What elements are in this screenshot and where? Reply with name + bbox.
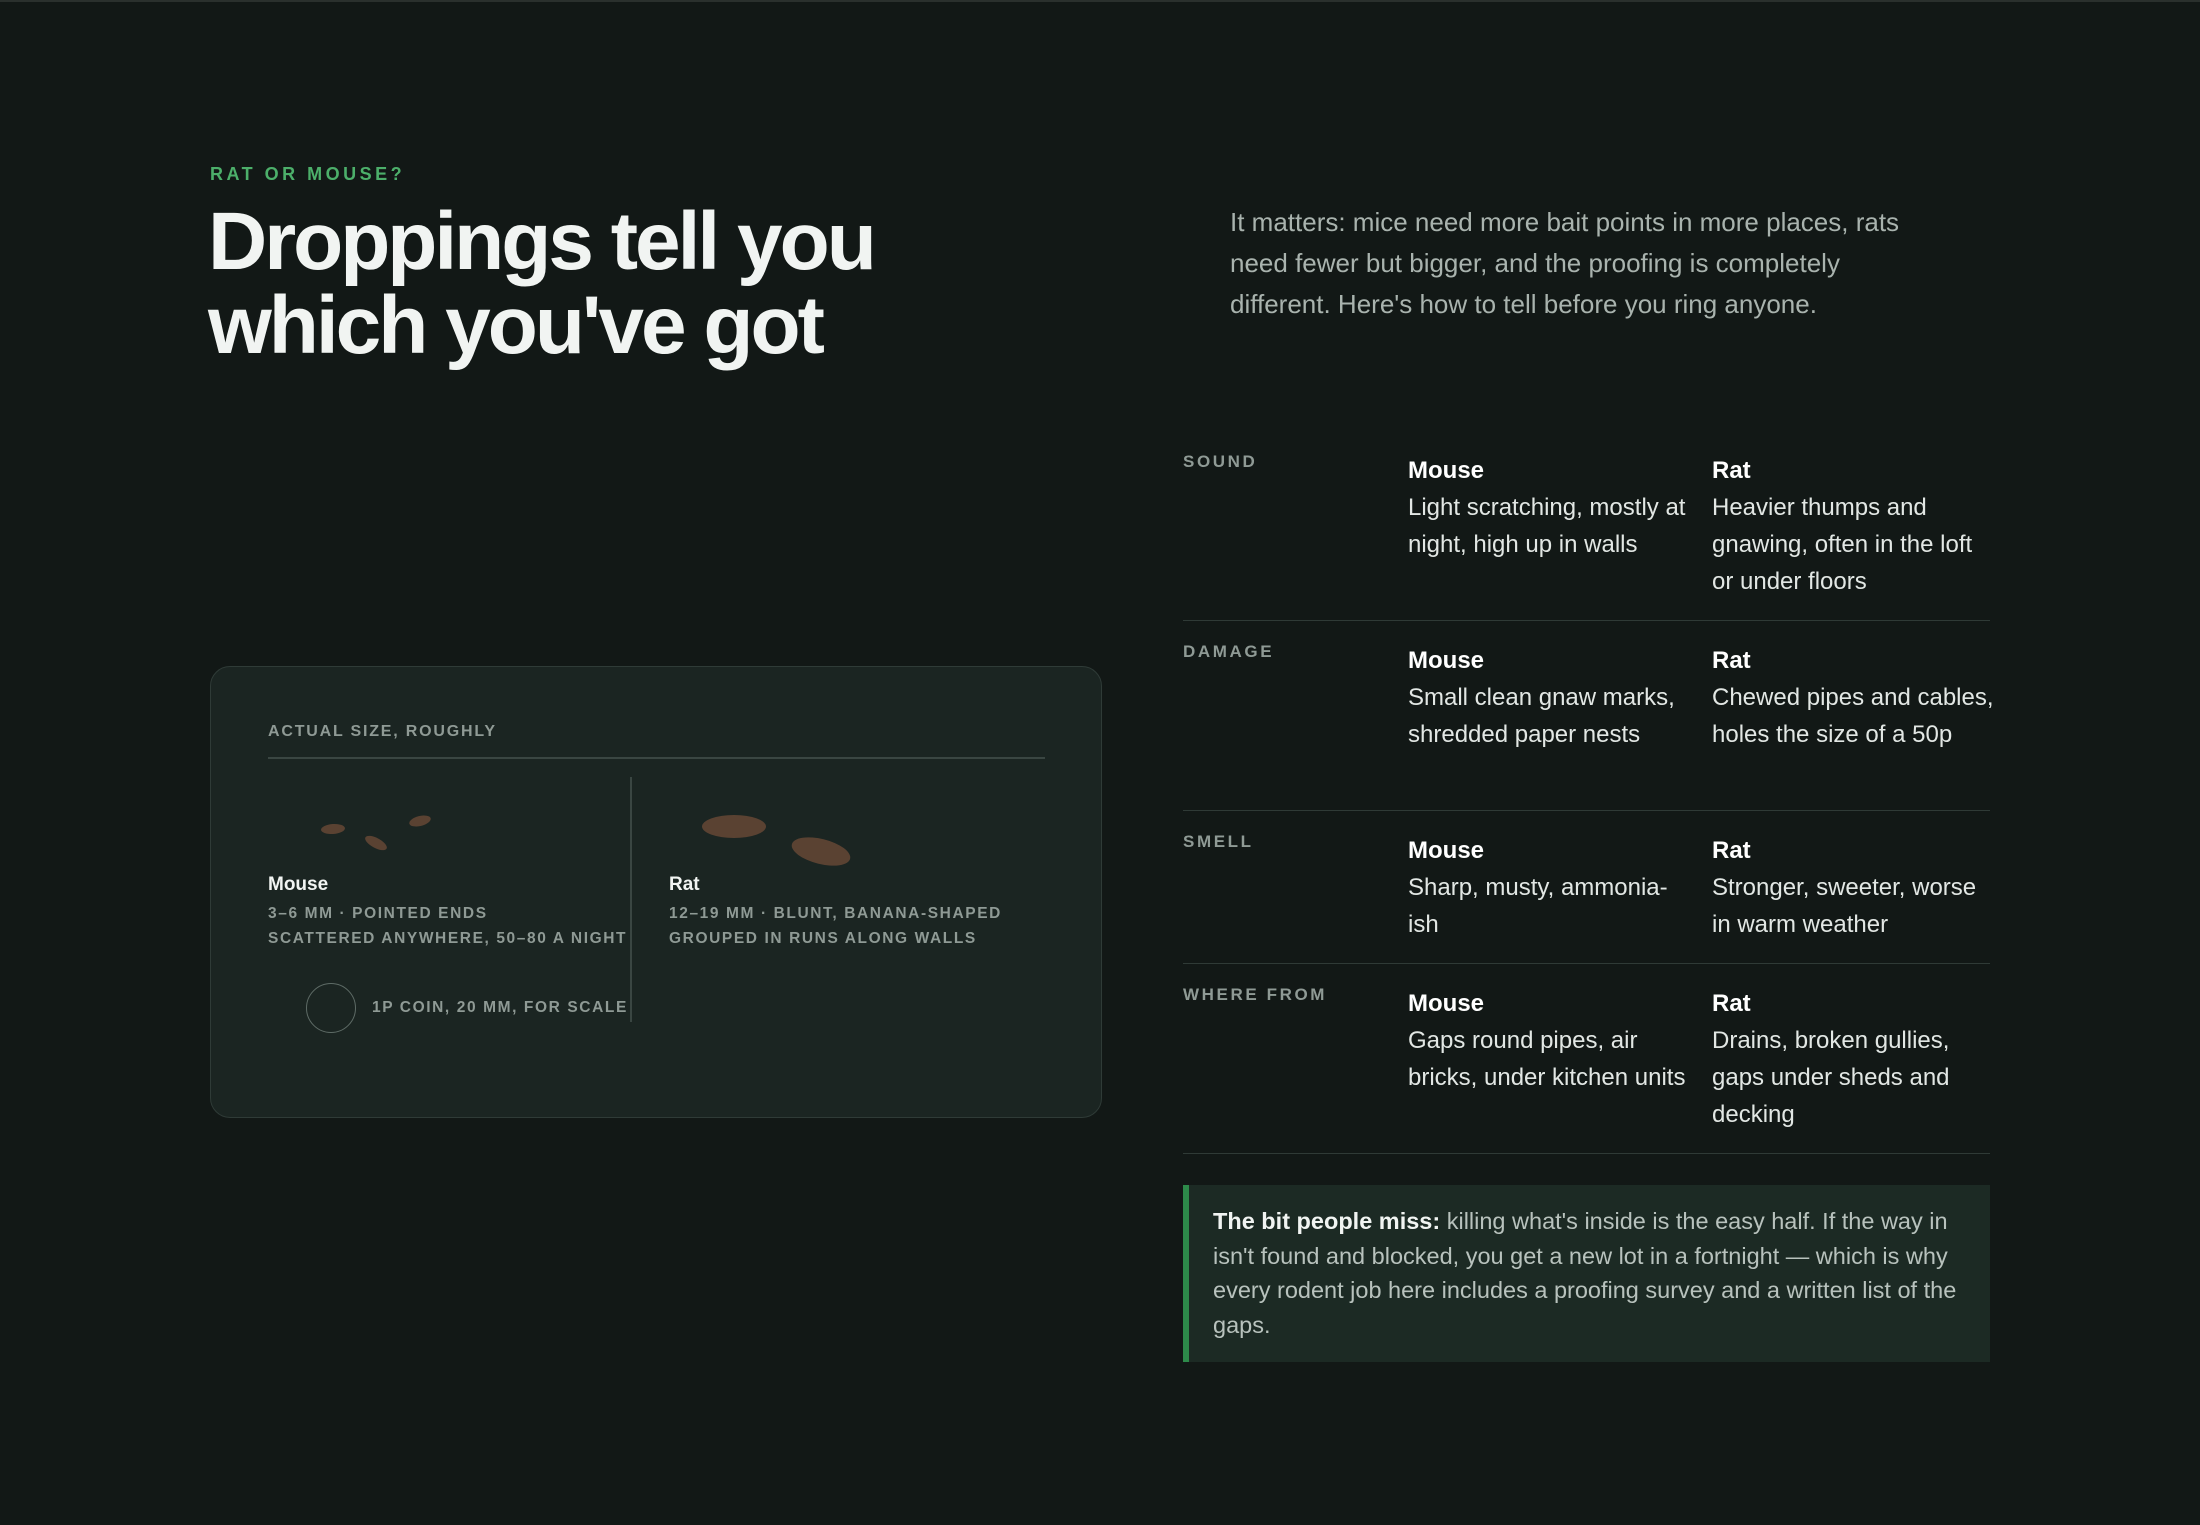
rat-text: Chewed pipes and cables, holes the size of a 50p xyxy=(1712,684,1994,748)
rat-name: Rat xyxy=(669,874,700,895)
mouse-text: Gaps round pipes, air bricks, under kitchen units xyxy=(1408,1027,1686,1091)
comparison-row-where-from xyxy=(1183,985,1990,1154)
mouse-name: Mouse xyxy=(268,874,329,895)
intro-paragraph: It matters: mice need more bait points in more places, rats need fewer but bigger, and the proofing is completely different. Here's how to tell before you ring anyone. xyxy=(1230,207,1900,319)
mouse-size-line: 3–6 MM · POINTED ENDS xyxy=(268,905,488,922)
rat-dropping xyxy=(702,815,766,838)
row-category: DAMAGE xyxy=(1183,642,1275,661)
mouse-cell xyxy=(1408,985,1693,1096)
rat-text: Drains, broken gullies, gaps under sheds and decking xyxy=(1712,1027,1950,1128)
rat-text: Heavier thumps and gnawing, often in the loft or under floors xyxy=(1712,494,1973,595)
card-label: ACTUAL SIZE, ROUGHLY xyxy=(268,723,497,740)
rat-pattern-line: GROUPED IN RUNS ALONG WALLS xyxy=(669,930,977,947)
proofing-callout xyxy=(1183,1185,1990,1362)
rat-dropping xyxy=(789,832,853,871)
mouse-pattern-line: SCATTERED ANYWHERE, 50–80 A NIGHT xyxy=(268,930,628,947)
mouse-cell xyxy=(1408,642,1693,753)
card-divider-rule xyxy=(268,757,1045,759)
comparison-row-damage xyxy=(1183,642,1994,811)
mouse-dropping xyxy=(321,823,346,835)
rat-cell xyxy=(1712,642,1997,753)
size-comparison-card xyxy=(210,666,1102,1118)
page-title: Droppings tell you which you've got xyxy=(208,196,874,371)
section-eyebrow: RAT OR MOUSE? xyxy=(210,164,406,184)
card-column-divider xyxy=(630,777,632,1022)
rat-cell xyxy=(1712,985,1997,1133)
mouse-dropping xyxy=(408,813,432,828)
rat-heading: Rat xyxy=(1712,990,1751,1017)
row-category: SOUND xyxy=(1183,452,1258,471)
row-category: SMELL xyxy=(1183,832,1254,851)
comparison-row-sound xyxy=(1183,452,1990,621)
rat-cell xyxy=(1712,452,1997,600)
rat-heading: Rat xyxy=(1712,647,1751,674)
mouse-cell xyxy=(1408,832,1693,943)
top-border xyxy=(0,0,2200,2)
rat-heading: Rat xyxy=(1712,457,1751,484)
mouse-text: Small clean gnaw marks, shredded paper nests xyxy=(1408,684,1675,748)
callout-lead: The bit people miss: xyxy=(1213,1208,1441,1234)
rat-cell xyxy=(1712,832,1997,943)
rat-heading: Rat xyxy=(1712,837,1751,864)
mouse-cell xyxy=(1408,452,1693,563)
mouse-heading: Mouse xyxy=(1408,837,1485,864)
mouse-heading: Mouse xyxy=(1408,457,1485,484)
mouse-text: Sharp, musty, ammonia-ish xyxy=(1408,874,1668,938)
callout-body: killing what's inside is the easy half. If the way in isn't found and blocked, you get a new lot in a fortnight — which is why every rodent job here includes a proofing survey and a written list of the gaps. xyxy=(1213,1208,1957,1338)
row-category: WHERE FROM xyxy=(1183,985,1328,1004)
rat-size-line: 12–19 MM · BLUNT, BANANA-SHAPED xyxy=(669,905,1002,922)
mouse-text: Light scratching, mostly at night, high up in walls xyxy=(1408,494,1686,558)
mouse-dropping xyxy=(363,833,389,853)
coin-scale-icon xyxy=(306,983,356,1033)
coin-scale-label: 1P COIN, 20 MM, FOR SCALE xyxy=(372,999,628,1016)
mouse-heading: Mouse xyxy=(1408,647,1485,674)
rat-text: Stronger, sweeter, worse in warm weather xyxy=(1712,874,1977,938)
mouse-heading: Mouse xyxy=(1408,990,1485,1017)
comparison-row-smell xyxy=(1183,832,1990,964)
